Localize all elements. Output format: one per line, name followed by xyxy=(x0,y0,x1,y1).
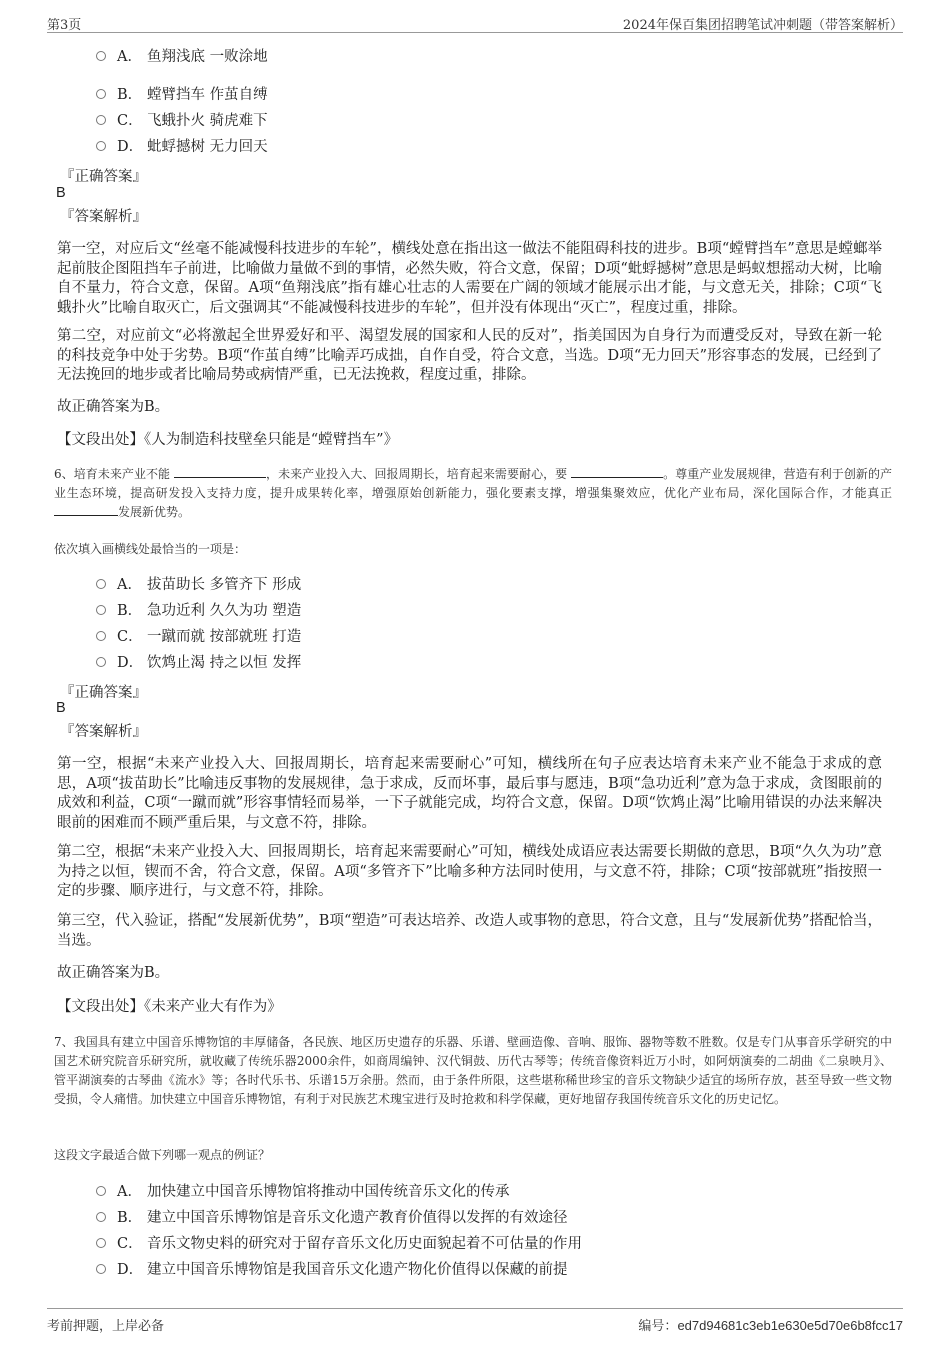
q6-analysis-p3: 第三空，代入验证，搭配“发展新优势”，B项“塑造”可表达培养、改造人或事物的意思，符合文意，且与“发展新优势”搭配恰当，当选。 xyxy=(57,913,882,949)
blank-2 xyxy=(571,465,663,478)
radio-icon[interactable] xyxy=(96,141,106,151)
q7-option-a[interactable]: A． 加快建立中国音乐博物馆将推动中国传统音乐文化的传承 xyxy=(96,1179,582,1205)
radio-icon[interactable] xyxy=(96,1212,106,1222)
page-number: 第3页 xyxy=(47,18,82,33)
q6-analysis-p2: 第二空，根据“未来产业投入大、回报周期长，培育起来需要耐心”可知，横线处成语应表达需要长期做的意思，B项“久久为功”意为持之以恒，锲而不舍，符合文意，保留。A项“多管齐下”比喻多种方法同时使用，与文意不符，排除；C项“按部就班”指按照一定的步骤、顺序进行，与文意不符，排除。 xyxy=(57,844,882,899)
q5-analysis-p1: 第一空，对应后文“丝毫不能减慢科技进步的车轮”，横线处意在指出这一做法不能阻碍科技的进步。B项“螳臂挡车”意思是螳螂举起前肢企图阻挡车子前进，比喻做力量做不到的事情，必然失败，符合文意，保留；D项“蚍蜉撼树”意思是蚂蚁想摇动大树，比喻自不量力，符合文意，保留。A项“鱼翔浅底”指有雄心壮志的人需要在广阔的领域才能展示出才能，与文意无关，排除；C项“飞蛾扑火”比喻自取灭亡，后文强调其“不能减慢科技进步的车轮”，但并没有体现出“灭亡”，程度过重，排除。 xyxy=(57,241,882,316)
q5-source: 【文段出处】《人为制造科技壁垒只能是“螳臂挡车”》 xyxy=(57,432,399,448)
q6-stem: 6、培育未来产业不能 ，未来产业投入大、回报周期长，培育起来需要耐心，要 。尊重产业发展规律，营造有利于创新的产业生态环境，提高研发投入支持力度，提升成果转化率，增强原始创新能力，强化要素支撑，增强集聚效应，优化产业布局，深化国际合作，才能真正 发展新优势。 xyxy=(54,467,892,519)
q5-conclusion: 故正确答案为B。 xyxy=(57,399,170,415)
page-header xyxy=(47,12,903,33)
q7-options xyxy=(96,1179,582,1283)
radio-icon[interactable] xyxy=(96,1238,106,1248)
q6-analysis-label: 『答案解析』 xyxy=(60,724,147,740)
document-title: 2024年保百集团招聘笔试冲刺题（带答案解析） xyxy=(622,18,903,33)
q5-answer: B xyxy=(56,185,66,201)
q5-analysis-label: 『答案解析』 xyxy=(60,209,147,225)
q6-source: 【文段出处】《未来产业大有作为》 xyxy=(57,999,282,1015)
radio-icon[interactable] xyxy=(96,605,106,615)
q5-options-rest xyxy=(96,82,268,160)
q7-stem: 7、我国具有建立中国音乐博物馆的丰厚储备，各民族、地区历史遗存的乐器、乐谱、壁画造像、音响、服饰、器物等数不胜数。仅是专门从事音乐学研究的中国艺术研究院音乐研究所，就收藏了传统乐器2000余件，如商周编钟、汉代铜鼓、历代古琴等；传统音像资料近万小时，如阿炳演奏的二胡曲《二泉映月》、管平湖演奏的古琴曲《流水》等；各时代乐书、乐谱15万余册。然而，由于条件所限，这些堪称稀世珍宝的音乐文物缺少适宜的场所存放，甚至导致一些文物受损，令人痛惜。加快建立中国音乐博物馆，有利于对民族艺术瑰宝进行及时抢救和科学保藏，更好地留存我国传统音乐文化的历史记忆。 xyxy=(54,1035,892,1106)
page-footer xyxy=(47,1308,903,1334)
q7-prompt: 这段文字最适合做下列哪一观点的例证？ xyxy=(54,1148,271,1162)
radio-icon[interactable] xyxy=(96,89,106,99)
q7-option-c[interactable]: C． 音乐文物史料的研究对于留存音乐文化历史面貌起着不可估量的作用 xyxy=(96,1231,582,1257)
radio-icon[interactable] xyxy=(96,657,106,667)
blank-3 xyxy=(54,503,118,516)
q6-option-a[interactable]: A． 拔苗助长 多管齐下 形成 xyxy=(96,572,301,598)
q6-option-b[interactable]: B． 急功近利 久久为功 塑造 xyxy=(96,598,301,624)
q6-conclusion: 故正确答案为B。 xyxy=(57,965,170,981)
q5-analysis-p2: 第二空，对应前文“必将激起全世界爱好和平、渴望发展的国家和人民的反对”，指美国因为自身行为而遭受反对，导致在新一轮的科技竞争中处于劣势。B项“作茧自缚”比喻弄巧成拙，自作自受，符合文意，当选。D项“无力回天”形容事态的发展，已经到了无法挽回的地步或者比喻局势或病情严重，已无法挽救，程度过重，排除。 xyxy=(57,328,882,383)
q6-answer: B xyxy=(56,700,66,716)
q6-prompt: 依次填入画横线处最恰当的一项是： xyxy=(54,542,247,556)
radio-icon[interactable] xyxy=(96,1264,106,1274)
q5-options xyxy=(96,44,268,70)
q5-option-d[interactable]: D． 蚍蜉撼树 无力回天 xyxy=(96,134,268,160)
q5-option-a[interactable]: A． 鱼翔浅底 一败涂地 xyxy=(96,44,268,70)
q6-analysis-p1: 第一空，根据“未来产业投入大、回报周期长，培育起来需要耐心”可知，横线所在句子应表达培育未来产业不能急于求成的意思，A项“拔苗助长”比喻违反事物的发展规律，急于求成，反而坏事，最后事与愿违，B项“急功近利”意为急于求成，贪图眼前的成效和利益，C项“一蹴而就”形容事情轻而易举，一下子就能完成，均符合文意，保留。D项“饮鸩止渴”比喻用错误的办法来解决眼前的困难而不顾严重后果，与文意不符，排除。 xyxy=(57,756,882,831)
radio-icon[interactable] xyxy=(96,51,106,61)
q7-option-d[interactable]: D． 建立中国音乐博物馆是我国音乐文化遗产物化价值得以保藏的前提 xyxy=(96,1257,582,1283)
q5-answer-label: 『正确答案』 xyxy=(60,169,147,185)
radio-icon[interactable] xyxy=(96,115,106,125)
footer-slogan: 考前押题，上岸必备 xyxy=(47,1319,165,1334)
q6-answer-label: 『正确答案』 xyxy=(60,685,147,701)
document-code: 编号：ed7d94681c3eb1e630e5d70e6b8fcc17 xyxy=(638,1318,903,1334)
q6-option-c[interactable]: C． 一蹴而就 按部就班 打造 xyxy=(96,624,301,650)
q7-option-b[interactable]: B． 建立中国音乐博物馆是音乐文化遗产教育价值得以发挥的有效途径 xyxy=(96,1205,582,1231)
radio-icon[interactable] xyxy=(96,631,106,641)
q6-options xyxy=(96,572,301,676)
q6-option-d[interactable]: D． 饮鸩止渴 持之以恒 发挥 xyxy=(96,650,301,676)
q5-option-b[interactable]: B． 螳臂挡车 作茧自缚 xyxy=(96,82,268,108)
radio-icon[interactable] xyxy=(96,1186,106,1196)
blank-1 xyxy=(174,465,266,478)
radio-icon[interactable] xyxy=(96,579,106,589)
q5-option-c[interactable]: C． 飞蛾扑火 骑虎难下 xyxy=(96,108,268,134)
